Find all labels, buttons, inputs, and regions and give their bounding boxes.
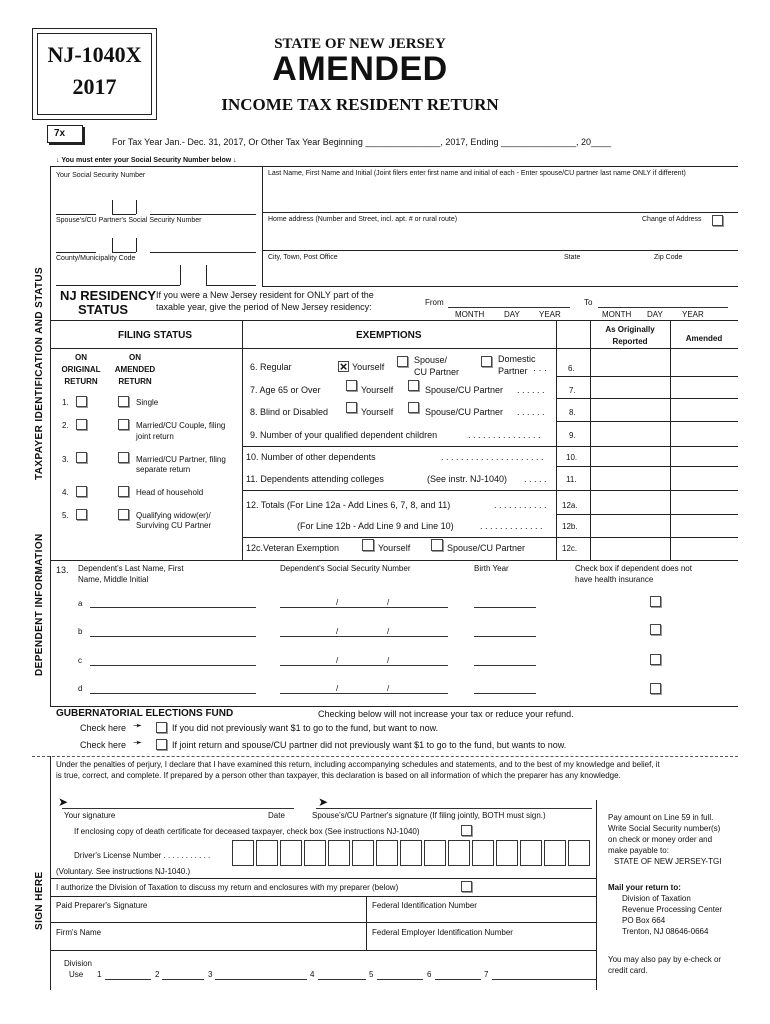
dep-row-c-ssn[interactable] [280,665,448,666]
filing-original-1-checkbox[interactable] [76,396,87,407]
form-id: NJ-1040X [47,42,142,67]
filing-label-2b: joint return [136,432,174,441]
residency-from: From [425,298,444,307]
zip-input[interactable] [654,264,734,284]
gubernatorial-option-2-checkbox[interactable] [156,739,167,750]
division-use-1-input[interactable] [105,979,151,980]
line7-spouse-checkbox[interactable] [408,380,419,391]
line7-label: 7. Age 65 or Over [250,385,321,395]
federal-employer-id-label: Federal Employer Identification Number [372,928,513,937]
payment-block [608,812,721,867]
mail-line-3: PO Box 664 [622,916,666,925]
city-input[interactable] [268,264,558,284]
filing-num-1: 1. [62,398,69,407]
dep-row-b-birth[interactable] [474,636,536,637]
echeck-block [608,954,721,976]
line7-num: 7. [569,386,576,395]
county-input[interactable] [56,266,256,284]
division-use-4: 4 [310,970,315,979]
line12c-spouse: Spouse/CU Partner [447,543,526,553]
filing-num-5: 5. [62,511,69,520]
filing-num-2: 2. [62,421,69,430]
dep-health-col-2: have health insurance [575,575,654,584]
gubernatorial-option-1: If you did not previously want $1 to go to the fund, but want to now. [172,723,439,733]
filing-amended-4-checkbox[interactable] [118,486,129,497]
check-here-2: Check here [80,740,127,750]
residency-title-2: STATUS [78,302,129,317]
side-label-taxpayer: TAXPAYER IDENTIFICATION AND STATUS [34,266,45,480]
perjury-2: is true, correct, and complete. If prepared by a person other than taxpayer, this declaration is based on all information of which the preparer has any knowledge. [56,771,621,780]
residency-text-1: If you were a New Jersey resident for ONLY part of the [156,290,374,300]
firm-name-label: Firm's Name [56,928,102,937]
line6-domestic-checkbox[interactable] [481,356,492,367]
line11-num: 11. [566,475,577,484]
dep-name-col-1: Dependent's Last Name, First [78,564,184,573]
ssn-notice: ↓ You must enter your Social Security Number below ↓ [56,157,237,164]
line6-num: 6. [568,364,575,373]
arrow-down-icon: ↓ [56,157,60,164]
federal-id-label: Federal Identification Number [372,901,477,910]
filing-original-4-checkbox[interactable] [76,486,87,497]
filing-label-4: Head of household [136,488,204,497]
line8-spouse: Spouse/CU Partner [425,407,504,417]
pay-line-3: on check or money order and [608,835,713,844]
dep-row-a-health-checkbox[interactable] [650,596,661,607]
line8-num: 8. [569,408,576,417]
dep-row-a-letter: a [78,599,83,608]
line6-domestic-1: Domestic [498,354,536,364]
to-year: YEAR [682,310,704,319]
check-here-1: Check here [80,723,127,733]
filing-original-2-checkbox[interactable] [76,419,87,430]
line10-num: 10. [566,453,578,462]
dep-birth-col: Birth Year [474,564,509,573]
arrow-down-icon: ↓ [233,157,237,164]
col-original-original: ORIGINAL [61,365,101,374]
col-amended-return: RETURN [118,377,152,386]
zip-label: Zip Code [654,254,683,261]
side-label-sign: SIGN HERE [34,871,45,930]
change-address-label: Change of Address [642,216,702,223]
filing-amended-3-checkbox[interactable] [118,452,129,463]
gubernatorial-option-2: If joint return and spouse/CU partner did not previously want $1 to go to the fund, but wants to now. [172,740,567,750]
dep-name-col-2: Name, Middle Initial [78,575,149,584]
ssn-input[interactable] [56,196,256,214]
line12b-num: 12b. [562,522,578,531]
residency-title-1: NJ RESIDENCY [60,288,157,303]
line8-yourself: Yourself [361,407,394,417]
from-month: MONTH [455,310,485,319]
from-year: YEAR [539,310,561,319]
filing-original-3-checkbox[interactable] [76,452,87,463]
line6-spouse-2: CU Partner [414,367,460,377]
line6-yourself: Yourself [352,362,385,372]
code-7x: 7x [54,128,66,139]
line12c-yourself-checkbox[interactable] [362,539,374,551]
dep-health-col-1: Check box if dependent does not [575,564,692,573]
from-day: DAY [504,310,520,319]
division-use-6-input[interactable] [435,979,481,980]
line11-note: (See instr. NJ-1040) [427,474,508,484]
as-originally: As Originally [605,325,655,334]
line7-yourself-checkbox[interactable] [346,380,357,391]
line8-spouse-checkbox[interactable] [408,402,419,413]
filing-num-4: 4. [62,488,69,497]
signature-arrow-icon: ➤ [58,795,69,809]
change-address-checkbox[interactable] [712,215,723,226]
ssn-label: Your Social Security Number [56,172,146,179]
authorize-label: I authorize the Division of Taxation to discuss my return and enclosures with my preparer (below) [56,883,399,892]
line9-num: 9. [569,431,576,440]
filing-amended-1-checkbox[interactable] [118,396,129,407]
filing-status-title: FILING STATUS [118,330,193,341]
address-input[interactable] [268,228,734,248]
pay-line-4: make payable to: [608,846,669,855]
address-label: Home address (Number and Street, incl. apt. # or rural route) [268,216,458,223]
drivers-license-input[interactable] [232,840,598,868]
gubernatorial-note: Checking below will not increase your tax or reduce your refund. [318,709,574,719]
pay-line-1: Pay amount on Line 59 in full. [608,813,714,822]
col-original-on: ON [75,353,87,362]
filing-label-5: Qualifying widow(er)/ [136,511,211,520]
line12c-spouse-checkbox[interactable] [431,539,443,551]
dep-row-b-name[interactable] [90,636,256,637]
col-amended-on: ON [129,353,141,362]
mail-line-4: Trenton, NJ 08646-0664 [622,927,709,936]
division-use-4-input[interactable] [318,979,366,980]
filing-amended-5-checkbox[interactable] [118,509,129,520]
line6-spouse-checkbox[interactable] [397,356,408,367]
dep-row-b-letter: b [78,627,83,636]
line12c-label: 12c.Veteran Exemption [246,543,340,553]
dep-row-c-health-checkbox[interactable] [650,654,661,665]
to-day: DAY [647,310,663,319]
amended-col: Amended [685,334,723,343]
gubernatorial-option-1-checkbox[interactable] [156,722,167,733]
filing-label-5b: Surviving CU Partner [136,521,212,530]
reported: Reported [612,337,648,346]
dep-ssn-col: Dependent's Social Security Number [280,564,411,573]
filing-label-2: Married/CU Couple, filing [136,421,226,430]
line8-yourself-checkbox[interactable] [346,402,357,413]
dep-row-c-letter: c [78,656,82,665]
line13-num: 13. [56,565,69,575]
dep-row-d-letter: d [78,684,83,693]
line12b-label: (For Line 12b - Add Line 9 and Line 10) [297,521,454,531]
signature-arrow-icon: ➤ [318,795,329,809]
line6-spouse-1: Spouse/ [414,355,448,365]
col-amended-header [110,352,160,388]
state-title: STATE OF NEW JERSEY [274,36,446,52]
authorize-checkbox[interactable] [461,881,472,892]
mail-line-2: Revenue Processing Center [622,905,723,914]
dep-row-b-health-checkbox[interactable] [650,624,661,635]
line7-spouse: Spouse/CU Partner [425,385,504,395]
line10-label: 10. Number of other dependents [246,452,376,462]
division-label: Division [64,959,93,968]
line8-label: 8. Blind or Disabled [250,407,329,417]
filing-num-3: 3. [62,455,69,464]
filing-amended-2-checkbox[interactable] [118,419,129,430]
division-use-5-input[interactable] [377,979,423,980]
spouse-signature-input[interactable] [316,808,592,809]
name-label: Last Name, First Name and Initial (Joint filers enter first name and initial of each - Enter spouse/CU partner last name ONLY if different) [268,170,686,177]
date-label: Date [268,811,285,820]
arrow-right-icon: ➛ [133,737,143,749]
line12-label: 12. Totals (For Line 12a - Add Lines 6, 7, 8, and 11) [246,500,451,510]
line12a-num: 12a. [562,501,578,510]
arrow-right-icon: ➛ [133,720,143,732]
city-label: City, Town, Post Office [268,254,338,261]
line6-label: 6. Regular [250,362,292,372]
voluntary-label: (Voluntary. See instructions NJ-1040.) [56,867,191,876]
division-use-1: 1 [97,970,102,979]
col-original-header [56,352,106,388]
exemptions-title: EXEMPTIONS [356,330,422,341]
tax-year-line: For Tax Year Jan.- Dec. 31, 2017, Or Other Tax Year Beginning _______________, 2017, Ending _______________, 20____ [112,137,612,147]
line12c-num: 12c. [562,544,578,553]
line6-domestic-2: Partner [498,366,528,376]
spouse-ssn-input[interactable] [56,234,256,252]
col-original-return: RETURN [64,377,98,386]
residency-to: To [584,298,593,307]
spouse-ssn-label: Spouse's/CU Partner's Social Security Number [56,217,202,224]
form-year: 2017 [72,74,117,99]
amended-title: AMENDED [272,50,448,88]
filing-label-3: Married/CU Partner, filing [136,455,226,464]
use-label: Use [69,970,84,979]
division-use-2-input[interactable] [162,979,204,980]
dep-row-c-name[interactable] [90,665,256,666]
pay-line-5: STATE OF NEW JERSEY-TGI [614,857,722,866]
division-use-3: 3 [208,970,213,979]
filing-label-3b: separate return [136,465,191,474]
line9-label: 9. Number of your qualified dependent children [250,430,438,440]
division-use-2: 2 [155,970,160,979]
state-input[interactable] [564,264,644,284]
dep-row-d-health-checkbox[interactable] [650,683,661,694]
line7-yourself: Yourself [361,385,394,395]
filing-original-5-checkbox[interactable] [76,509,87,520]
gubernatorial-title: GUBERNATORIAL ELECTIONS FUND [56,708,234,719]
death-cert-label: If enclosing copy of death certificate for deceased taxpayer, check box (See instructions NJ-1040) [74,827,420,836]
return-title: INCOME TAX RESIDENT RETURN [221,95,499,114]
pay-line-2: Write Social Security number(s) [608,824,721,833]
dep-row-b-ssn[interactable] [280,636,448,637]
dep-row-a-ssn[interactable] [280,607,448,608]
dep-row-d-birth[interactable] [474,693,536,694]
residency-text-2: taxable year, give the period of New Jersey residency: [156,302,372,312]
perjury-1: Under the penalties of perjury, I declare that I have examined this return, including accompanying schedules and statements, and to the best of my knowledge and belief, it [56,760,660,769]
echeck-line-1: You may also pay by e-check or [608,955,722,964]
line12c-yourself: Yourself [378,543,411,553]
spouse-signature-label: Spouse's/CU Partner's signature (If filing jointly, BOTH must sign.) [312,811,546,820]
dep-row-d-name[interactable] [90,693,256,694]
division-use-7: 7 [484,970,489,979]
division-use-6: 6 [427,970,432,979]
death-cert-checkbox[interactable] [461,825,472,836]
residency-from-input[interactable] [448,307,570,308]
side-label-dependent: DEPENDENT INFORMATION [34,533,45,676]
drivers-license-label: Driver's License Number . . . . . . . . . . . [74,851,211,860]
mail-title: Mail your return to: [608,883,681,892]
division-use-7-input[interactable] [492,979,596,980]
dep-row-a-birth[interactable] [474,607,536,608]
your-signature-input[interactable] [62,808,294,809]
to-month: MONTH [602,310,632,319]
col-amended-amended: AMENDED [114,365,156,374]
name-input[interactable] [268,180,734,208]
mail-block [608,882,722,937]
dep-row-c-birth[interactable] [474,665,536,666]
dep-row-a-name[interactable] [90,607,256,608]
mail-line-1: Division of Taxation [622,894,691,903]
echeck-line-2: credit card. [608,966,648,975]
your-signature-label: Your signature [64,811,116,820]
filing-label-1: Single [136,398,159,407]
division-use-3-input[interactable] [215,979,307,980]
dep-row-d-ssn[interactable] [280,693,448,694]
division-use-5: 5 [369,970,374,979]
preparer-signature-label: Paid Preparer's Signature [56,901,148,910]
line6-yourself-checkbox[interactable] [338,361,349,372]
residency-to-input[interactable] [598,307,728,308]
line11-label: 11. Dependents attending colleges [246,474,384,484]
state-label: State [564,254,581,261]
county-label: County/Municipality Code [56,255,136,262]
